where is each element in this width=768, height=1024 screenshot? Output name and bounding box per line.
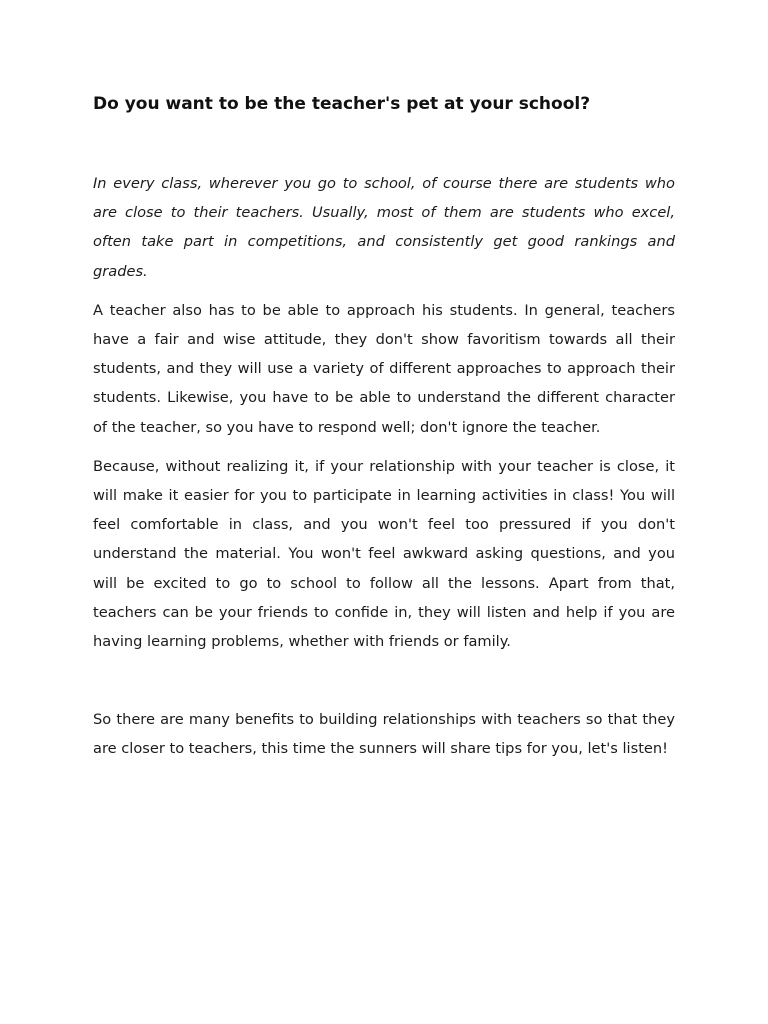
page-title: Do you want to be the teacher's pet at your school? [93,94,591,114]
intro-paragraph: In every class, wherever you go to school, of course there are students who are close to their teachers. Usually, most of them are students who excel, often take part in competitions, and consistently get good rankings and grades. [93,175,675,280]
paragraph-teacher-approach: A teacher also has to be able to approach his students. In general, teachers have a fair and wise attitude, they don't show favoritism towards all their students, and they will use a variety of different approaches to approach their students. Likewise, you have to be able to understand the different character of the teacher, so you have to respond well; don't ignore the teacher. [93,301,675,436]
paragraph-close-relationship: Because, without realizing it, if your relationship with your teacher is close, it will make it easier for you to participate in learning activities in class! You will feel comfortable in class, and you won't feel too pressured if you don't understand the material. You won't feel awkward asking questions, and you will be excited to go to school to follow all the lessons. Apart from that, teachers can be your friends to confide in, they will listen and help if you are having learning problems, whether with friends or family. [93,457,675,651]
article-body [93,169,675,774]
paragraph-conclusion: So there are many benefits to building relationships with teachers so that they are closer to teachers, this time the sunners will share tips for you, let's listen! [93,711,675,758]
